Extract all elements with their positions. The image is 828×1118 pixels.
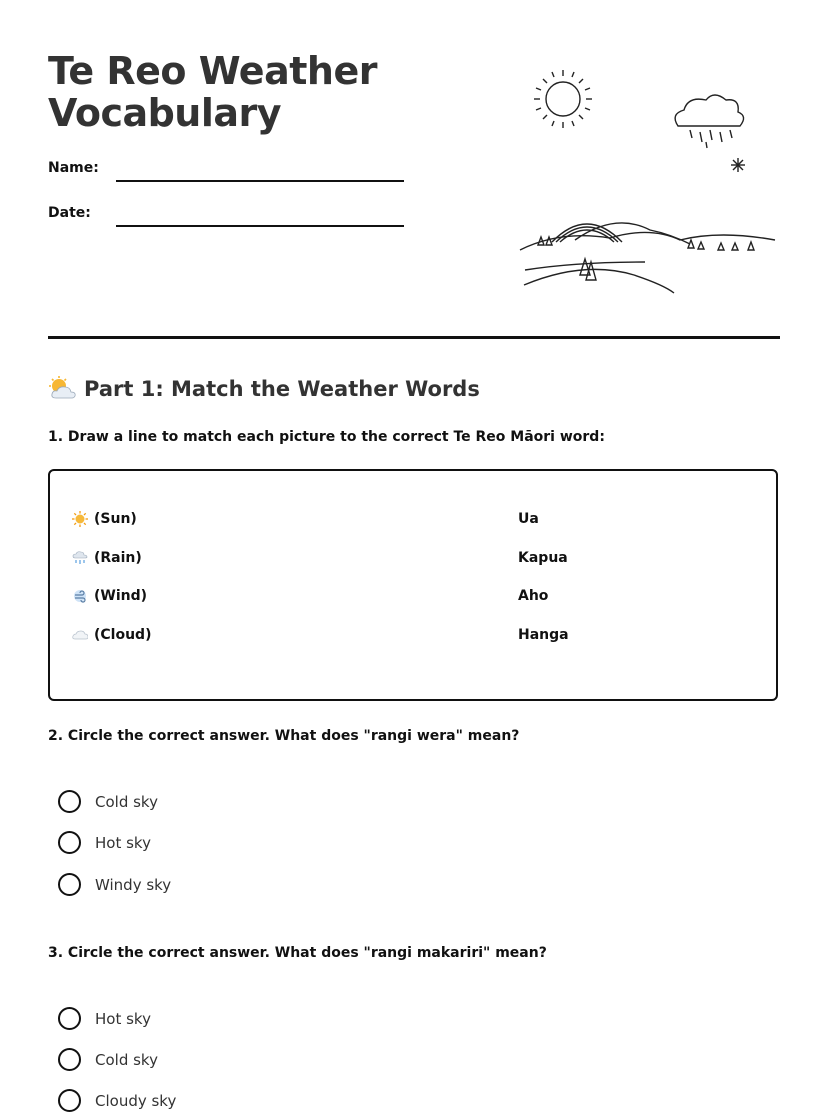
- weather-illustration: [510, 60, 780, 300]
- match-word-4[interactable]: Hanga: [518, 627, 569, 643]
- match-picture-label: (Sun): [94, 511, 137, 527]
- match-picture-wind[interactable]: [72, 588, 147, 604]
- rain-cloud-illustration-icon: [675, 95, 743, 148]
- match-picture-label: (Cloud): [94, 627, 152, 643]
- q3-option-1[interactable]: Hot sky: [58, 1007, 151, 1030]
- q3-option-3[interactable]: Cloudy sky: [58, 1089, 176, 1112]
- match-picture-label: (Rain): [94, 550, 142, 566]
- title-line-2: Vocabulary: [48, 91, 282, 135]
- radio-circle-icon[interactable]: [58, 873, 81, 896]
- match-picture-label: (Wind): [94, 588, 148, 604]
- matching-box: [48, 469, 778, 701]
- date-label: Date:: [48, 205, 91, 221]
- cloud-icon: [72, 627, 88, 643]
- question-3-text: 3. Circle the correct answer. What does "rangi makariri" mean?: [48, 945, 547, 961]
- sun-behind-cloud-icon: [48, 376, 76, 402]
- part-1-title: Part 1: Match the Weather Words: [84, 377, 480, 401]
- match-word-2[interactable]: Kapua: [518, 550, 568, 566]
- question-2-text: 2. Circle the correct answer. What does "rangi wera" mean?: [48, 728, 520, 744]
- match-picture-rain[interactable]: [72, 550, 142, 566]
- name-field[interactable]: [116, 180, 404, 182]
- snowflake-illustration-icon: [731, 158, 745, 172]
- question-1-text: 1. Draw a line to match each picture to the correct Te Reo Māori word:: [48, 429, 605, 445]
- q2-option-3[interactable]: Windy sky: [58, 873, 171, 896]
- hills-illustration-icon: [520, 223, 775, 293]
- radio-circle-icon[interactable]: [58, 790, 81, 813]
- title-line-1: Te Reo Weather: [48, 49, 377, 93]
- q3-option-2[interactable]: Cold sky: [58, 1048, 158, 1071]
- radio-circle-icon[interactable]: [58, 831, 81, 854]
- match-word-3[interactable]: Aho: [518, 588, 549, 604]
- match-picture-cloud[interactable]: [72, 627, 151, 643]
- radio-circle-icon[interactable]: [58, 1007, 81, 1030]
- date-field[interactable]: [116, 225, 404, 227]
- wind-icon: [72, 588, 88, 604]
- radio-circle-icon[interactable]: [58, 1089, 81, 1112]
- worksheet-title: [48, 50, 377, 134]
- q2-option-2[interactable]: Hot sky: [58, 831, 151, 854]
- match-picture-sun[interactable]: [72, 511, 137, 527]
- section-divider: [48, 336, 780, 339]
- rain-cloud-icon: [72, 550, 88, 566]
- q2-option-1[interactable]: Cold sky: [58, 790, 158, 813]
- sun-icon: [72, 511, 88, 527]
- sun-illustration-icon: [534, 70, 592, 128]
- match-word-1[interactable]: Ua: [518, 511, 539, 527]
- part-1-heading: [48, 374, 480, 404]
- name-label: Name:: [48, 160, 99, 176]
- radio-circle-icon[interactable]: [58, 1048, 81, 1071]
